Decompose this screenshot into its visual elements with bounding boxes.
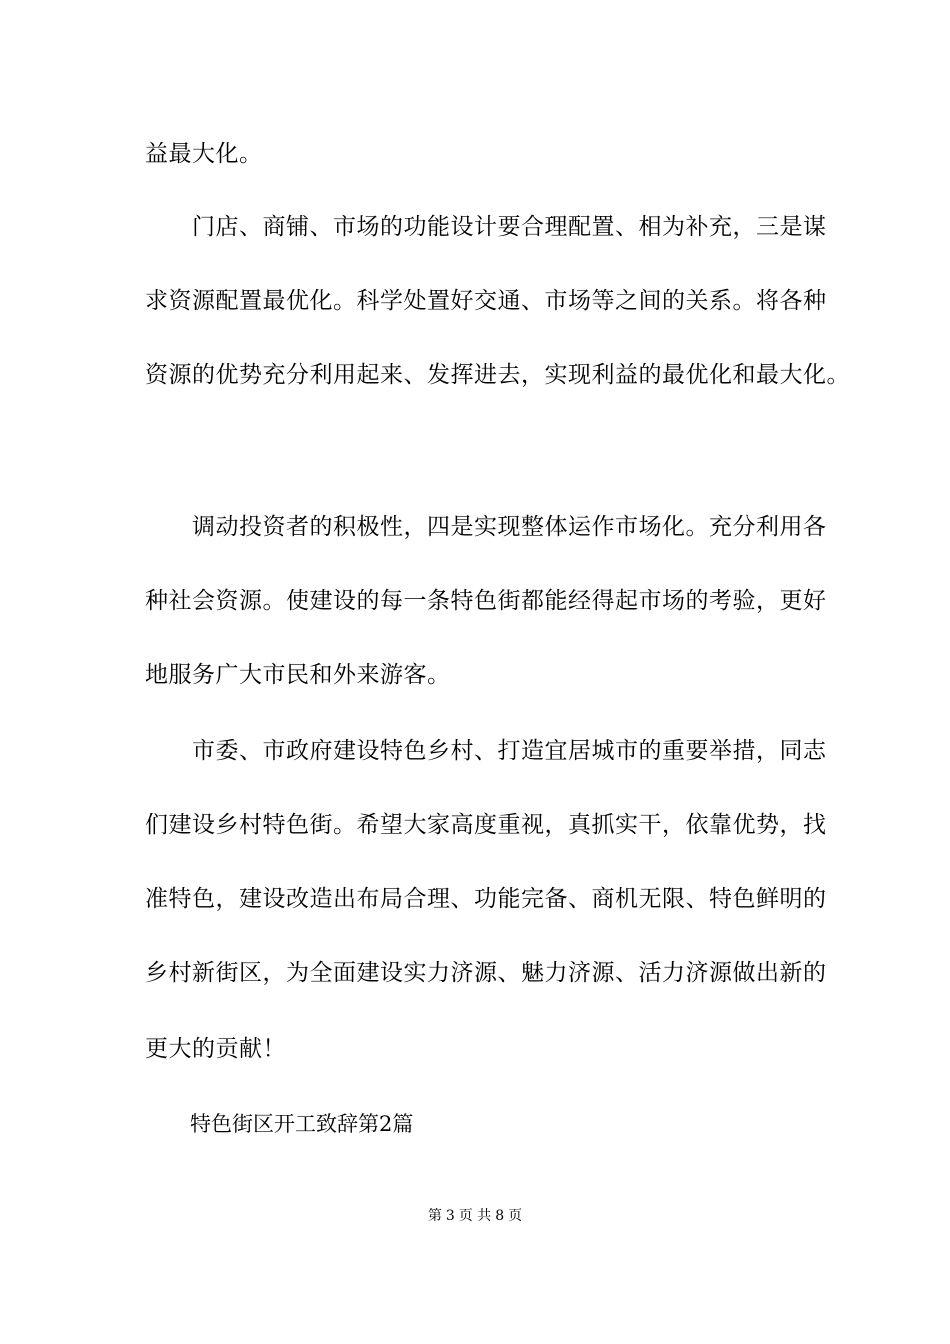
paragraph-3-line-1: 调动投资者的积极性，四是实现整体运作市场化。充分利用各 bbox=[192, 514, 827, 540]
footer-middle: 页 共 bbox=[458, 1208, 492, 1224]
footer-current-page: 3 bbox=[445, 1208, 455, 1224]
paragraph-3-line-2: 种社会资源。使建设的每一条特色街都能经得起市场的考验，更好 bbox=[145, 588, 827, 614]
paragraph-4-line-4: 乡村新街区，为全面建设实力济源、魅力济源、活力济源做出新的 bbox=[145, 960, 827, 986]
section-heading: 特色街区开工致辞第2篇 bbox=[190, 1112, 414, 1136]
paragraph-2-line-2: 求资源配置最优化。科学处置好交通、市场等之间的关系。将各种 bbox=[145, 288, 827, 314]
footer-suffix: 页 bbox=[508, 1208, 523, 1224]
paragraph-4-line-3: 准特色，建设改造出布局合理、功能完备、商机无限、特色鲜明的 bbox=[145, 886, 827, 912]
paragraph-4-line-1: 市委、市政府建设特色乡村、打造宜居城市的重要举措，同志 bbox=[192, 738, 827, 764]
page-footer bbox=[0, 1207, 950, 1225]
footer-prefix: 第 bbox=[427, 1208, 442, 1224]
paragraph-2-line-1: 门店、商铺、市场的功能设计要合理配置、相为补充，三是谋 bbox=[192, 214, 827, 240]
paragraph-2-line-3: 资源的优势充分利用起来、发挥进去，实现利益的最优化和最大化。 bbox=[145, 362, 850, 388]
paragraph-1-line-1: 益最大化。 bbox=[145, 141, 263, 167]
paragraph-3-line-3: 地服务广大市民和外来游客。 bbox=[145, 662, 451, 688]
paragraph-4-line-2: 们建设乡村特色街。希望大家高度重视，真抓实干，依靠优势，找 bbox=[145, 812, 827, 838]
paragraph-4-line-5: 更大的贡献！ bbox=[145, 1036, 286, 1062]
footer-total-pages: 8 bbox=[495, 1208, 505, 1224]
